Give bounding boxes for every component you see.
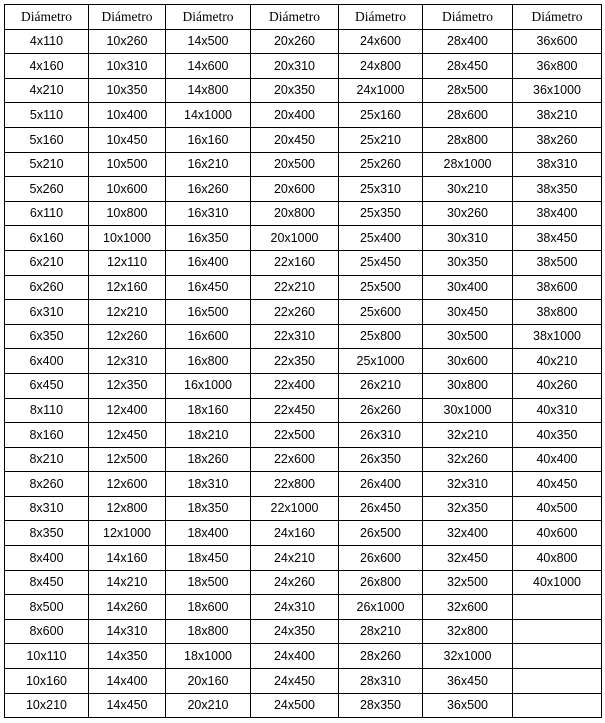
table-cell: 30x310 (423, 226, 513, 251)
table-cell: 12x1000 (89, 521, 166, 546)
column-header: Diámetro (513, 5, 602, 30)
table-cell: 8x450 (5, 570, 89, 595)
table-cell: 30x600 (423, 349, 513, 374)
table-cell: 8x500 (5, 595, 89, 620)
table-cell: 18x160 (166, 398, 251, 423)
table-cell: 32x1000 (423, 644, 513, 669)
table-cell: 40x310 (513, 398, 602, 423)
table-cell: 26x500 (339, 521, 423, 546)
table-cell: 6x450 (5, 373, 89, 398)
table-cell: 32x210 (423, 423, 513, 448)
table-cell: 14x310 (89, 619, 166, 644)
table-cell: 12x800 (89, 496, 166, 521)
table-cell: 6x160 (5, 226, 89, 251)
table-cell: 38x450 (513, 226, 602, 251)
table-cell: 30x800 (423, 373, 513, 398)
table-row (5, 423, 602, 448)
diameter-table-container (4, 4, 601, 718)
table-cell: 18x310 (166, 472, 251, 497)
table-cell: 38x1000 (513, 324, 602, 349)
table-cell: 6x400 (5, 349, 89, 374)
table-cell: 8x110 (5, 398, 89, 423)
table-cell: 22x500 (251, 423, 339, 448)
table-cell: 16x210 (166, 152, 251, 177)
table-cell: 20x160 (166, 669, 251, 694)
table-cell: 18x1000 (166, 644, 251, 669)
table-cell: 26x450 (339, 496, 423, 521)
table-cell: 10x500 (89, 152, 166, 177)
table-cell: 12x400 (89, 398, 166, 423)
table-cell: 12x310 (89, 349, 166, 374)
table-cell: 16x450 (166, 275, 251, 300)
table-cell: 40x800 (513, 546, 602, 571)
table-cell: 10x160 (5, 669, 89, 694)
table-cell: 12x210 (89, 300, 166, 325)
table-cell: 32x350 (423, 496, 513, 521)
table-cell: 28x350 (339, 693, 423, 718)
table-cell: 30x210 (423, 177, 513, 202)
table-cell: 14x350 (89, 644, 166, 669)
table-cell: 10x450 (89, 127, 166, 152)
table-cell: 22x210 (251, 275, 339, 300)
table-cell: 10x350 (89, 78, 166, 103)
table-cell: 4x210 (5, 78, 89, 103)
table-cell: 36x450 (423, 669, 513, 694)
table-row (5, 398, 602, 423)
table-cell: 24x600 (339, 29, 423, 54)
table-cell: 32x310 (423, 472, 513, 497)
table-cell: 26x600 (339, 546, 423, 571)
table-cell: 26x210 (339, 373, 423, 398)
table-row (5, 373, 602, 398)
column-header: Diámetro (89, 5, 166, 30)
table-cell: 30x1000 (423, 398, 513, 423)
table-cell: 38x210 (513, 103, 602, 128)
table-cell: 25x450 (339, 250, 423, 275)
table-cell: 8x350 (5, 521, 89, 546)
table-cell: 20x600 (251, 177, 339, 202)
table-cell: 10x1000 (89, 226, 166, 251)
table-cell: 18x400 (166, 521, 251, 546)
table-cell: 5x260 (5, 177, 89, 202)
table-cell: 26x260 (339, 398, 423, 423)
table-cell: 14x450 (89, 693, 166, 718)
table-cell: 30x260 (423, 201, 513, 226)
table-cell (513, 619, 602, 644)
table-row (5, 570, 602, 595)
table-cell: 38x260 (513, 127, 602, 152)
table-row (5, 546, 602, 571)
table-cell: 18x800 (166, 619, 251, 644)
table-cell: 38x600 (513, 275, 602, 300)
table-cell: 25x160 (339, 103, 423, 128)
table-cell: 5x110 (5, 103, 89, 128)
table-cell: 22x160 (251, 250, 339, 275)
table-cell: 8x260 (5, 472, 89, 497)
table-cell: 25x500 (339, 275, 423, 300)
table-row (5, 619, 602, 644)
table-cell: 12x160 (89, 275, 166, 300)
table-cell: 14x600 (166, 54, 251, 79)
table-cell: 10x800 (89, 201, 166, 226)
table-cell: 36x500 (423, 693, 513, 718)
table-cell: 25x310 (339, 177, 423, 202)
table-cell: 18x450 (166, 546, 251, 571)
table-cell: 20x1000 (251, 226, 339, 251)
table-cell: 8x600 (5, 619, 89, 644)
table-cell: 26x1000 (339, 595, 423, 620)
table-cell: 24x800 (339, 54, 423, 79)
table-row (5, 521, 602, 546)
table-cell: 20x260 (251, 29, 339, 54)
table-cell: 4x160 (5, 54, 89, 79)
table-cell: 6x260 (5, 275, 89, 300)
table-row (5, 496, 602, 521)
table-cell: 14x800 (166, 78, 251, 103)
table-cell: 32x450 (423, 546, 513, 571)
table-cell: 40x350 (513, 423, 602, 448)
table-cell: 16x600 (166, 324, 251, 349)
table-cell: 24x350 (251, 619, 339, 644)
table-cell: 24x1000 (339, 78, 423, 103)
table-cell: 28x400 (423, 29, 513, 54)
table-cell (513, 693, 602, 718)
table-cell: 30x500 (423, 324, 513, 349)
table-cell: 16x1000 (166, 373, 251, 398)
table-cell: 38x400 (513, 201, 602, 226)
table-cell: 32x500 (423, 570, 513, 595)
table-cell: 40x1000 (513, 570, 602, 595)
table-cell: 36x1000 (513, 78, 602, 103)
table-cell: 25x210 (339, 127, 423, 152)
table-row (5, 226, 602, 251)
table-cell: 14x260 (89, 595, 166, 620)
table-cell: 32x400 (423, 521, 513, 546)
table-cell: 24x400 (251, 644, 339, 669)
table-cell: 20x210 (166, 693, 251, 718)
table-cell: 25x400 (339, 226, 423, 251)
table-cell: 25x260 (339, 152, 423, 177)
table-cell: 26x800 (339, 570, 423, 595)
table-row (5, 324, 602, 349)
table-cell: 10x110 (5, 644, 89, 669)
table-cell: 25x1000 (339, 349, 423, 374)
table-cell: 6x110 (5, 201, 89, 226)
table-cell (513, 644, 602, 669)
table-cell: 28x210 (339, 619, 423, 644)
column-header: Diámetro (423, 5, 513, 30)
table-cell: 28x260 (339, 644, 423, 669)
table-cell: 40x600 (513, 521, 602, 546)
table-row (5, 693, 602, 718)
table-cell: 16x260 (166, 177, 251, 202)
table-cell: 14x210 (89, 570, 166, 595)
table-cell: 32x260 (423, 447, 513, 472)
table-cell: 25x600 (339, 300, 423, 325)
table-cell: 38x500 (513, 250, 602, 275)
table-cell: 14x160 (89, 546, 166, 571)
table-cell: 26x400 (339, 472, 423, 497)
table-cell: 26x350 (339, 447, 423, 472)
table-row (5, 54, 602, 79)
table-cell: 8x400 (5, 546, 89, 571)
table-cell: 24x450 (251, 669, 339, 694)
table-cell: 16x800 (166, 349, 251, 374)
table-cell: 24x500 (251, 693, 339, 718)
table-cell: 25x350 (339, 201, 423, 226)
table-cell: 40x260 (513, 373, 602, 398)
table-cell: 5x210 (5, 152, 89, 177)
table-cell: 10x400 (89, 103, 166, 128)
table-cell: 12x600 (89, 472, 166, 497)
table-cell: 18x210 (166, 423, 251, 448)
table-row (5, 177, 602, 202)
header-row (5, 5, 602, 30)
table-cell: 22x800 (251, 472, 339, 497)
table-cell: 6x310 (5, 300, 89, 325)
table-cell (513, 595, 602, 620)
table-cell: 36x600 (513, 29, 602, 54)
table-cell: 12x260 (89, 324, 166, 349)
table-cell: 10x210 (5, 693, 89, 718)
table-body (5, 29, 602, 718)
table-cell: 10x310 (89, 54, 166, 79)
table-cell: 14x1000 (166, 103, 251, 128)
table-row (5, 201, 602, 226)
column-header: Diámetro (339, 5, 423, 30)
table-cell: 28x310 (339, 669, 423, 694)
table-cell: 40x400 (513, 447, 602, 472)
table-cell: 20x450 (251, 127, 339, 152)
table-cell: 8x310 (5, 496, 89, 521)
table-row (5, 300, 602, 325)
table-cell: 22x350 (251, 349, 339, 374)
table-cell: 22x1000 (251, 496, 339, 521)
table-row (5, 644, 602, 669)
table-cell: 24x210 (251, 546, 339, 571)
table-row (5, 349, 602, 374)
table-row (5, 78, 602, 103)
table-cell: 18x500 (166, 570, 251, 595)
table-cell: 22x400 (251, 373, 339, 398)
table-cell: 22x600 (251, 447, 339, 472)
table-cell: 14x500 (166, 29, 251, 54)
table-cell: 20x400 (251, 103, 339, 128)
column-header: Diámetro (5, 5, 89, 30)
table-cell: 4x110 (5, 29, 89, 54)
table-cell: 5x160 (5, 127, 89, 152)
table-cell: 38x800 (513, 300, 602, 325)
table-cell: 22x260 (251, 300, 339, 325)
table-cell: 28x600 (423, 103, 513, 128)
table-cell: 12x500 (89, 447, 166, 472)
table-cell: 38x310 (513, 152, 602, 177)
diameter-table (4, 4, 602, 718)
table-cell: 16x400 (166, 250, 251, 275)
table-cell: 28x450 (423, 54, 513, 79)
table-header (5, 5, 602, 30)
table-cell: 18x350 (166, 496, 251, 521)
table-cell: 18x600 (166, 595, 251, 620)
table-cell: 25x800 (339, 324, 423, 349)
table-cell: 30x400 (423, 275, 513, 300)
column-header: Diámetro (251, 5, 339, 30)
table-row (5, 152, 602, 177)
table-cell: 6x210 (5, 250, 89, 275)
table-cell: 20x350 (251, 78, 339, 103)
table-cell: 30x450 (423, 300, 513, 325)
table-cell: 12x450 (89, 423, 166, 448)
table-cell: 8x160 (5, 423, 89, 448)
table-cell: 20x500 (251, 152, 339, 177)
table-cell: 20x800 (251, 201, 339, 226)
table-cell: 16x500 (166, 300, 251, 325)
table-cell: 6x350 (5, 324, 89, 349)
table-cell: 18x260 (166, 447, 251, 472)
table-cell: 22x450 (251, 398, 339, 423)
table-row (5, 103, 602, 128)
table-cell: 14x400 (89, 669, 166, 694)
table-cell: 8x210 (5, 447, 89, 472)
table-cell: 40x500 (513, 496, 602, 521)
table-row (5, 250, 602, 275)
column-header: Diámetro (166, 5, 251, 30)
table-cell: 40x450 (513, 472, 602, 497)
table-cell: 26x310 (339, 423, 423, 448)
table-cell (513, 669, 602, 694)
table-cell: 28x800 (423, 127, 513, 152)
table-cell: 28x500 (423, 78, 513, 103)
table-cell: 30x350 (423, 250, 513, 275)
table-cell: 16x160 (166, 127, 251, 152)
table-cell: 32x800 (423, 619, 513, 644)
table-cell: 12x350 (89, 373, 166, 398)
table-row (5, 29, 602, 54)
table-cell: 10x260 (89, 29, 166, 54)
table-cell: 12x110 (89, 250, 166, 275)
table-cell: 10x600 (89, 177, 166, 202)
table-row (5, 669, 602, 694)
table-cell: 16x310 (166, 201, 251, 226)
table-cell: 24x310 (251, 595, 339, 620)
table-cell: 40x210 (513, 349, 602, 374)
table-cell: 38x350 (513, 177, 602, 202)
table-row (5, 472, 602, 497)
table-cell: 28x1000 (423, 152, 513, 177)
table-cell: 16x350 (166, 226, 251, 251)
table-cell: 22x310 (251, 324, 339, 349)
table-cell: 24x160 (251, 521, 339, 546)
table-cell: 20x310 (251, 54, 339, 79)
table-row (5, 595, 602, 620)
table-row (5, 127, 602, 152)
table-row (5, 275, 602, 300)
table-cell: 24x260 (251, 570, 339, 595)
table-cell: 32x600 (423, 595, 513, 620)
table-cell: 36x800 (513, 54, 602, 79)
table-row (5, 447, 602, 472)
